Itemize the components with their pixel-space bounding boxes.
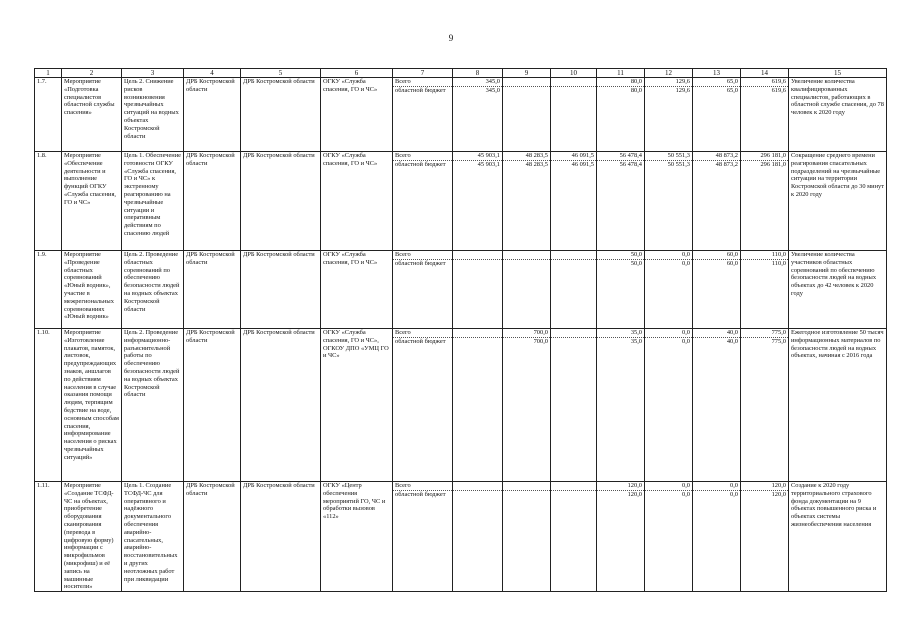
amount-cell-v9 bbox=[503, 152, 551, 251]
amount-regional: 65,0 bbox=[693, 86, 740, 95]
goal-text: Цель 2. Проведение областных соревнований по обеспечению безопасности людей на водных объектах Костромской области bbox=[122, 251, 184, 329]
amount-total bbox=[505, 482, 548, 490]
executor: ДРБ Костромской области bbox=[184, 251, 241, 329]
event-name: Мероприятие «Изготовление плакатов, памяток, листовок, предупреждающих знаков, аншлагов по действиям населения в случае оказания помощи людям, терпящим бедствие на воде, основным способам спасения, информирование населения о рисках чрезвычайных ситуаций» bbox=[62, 329, 122, 482]
amount-cell-v12 bbox=[645, 329, 693, 482]
amount-regional bbox=[453, 259, 502, 268]
amount-total: 48 873,2 bbox=[715, 152, 738, 159]
expected-result: Создание к 2020 году территориального страхового фонда документации на 9 объектах повышенного риска и объектах системы жизнеобеспечения населения bbox=[789, 482, 887, 592]
amount-regional: 296 181,0 bbox=[741, 160, 788, 169]
amount-total: 65,0 bbox=[726, 78, 738, 85]
executor: ДРБ Костромской области bbox=[184, 329, 241, 482]
amount-total: 0,0 bbox=[682, 329, 690, 336]
amount-total: 775,0 bbox=[771, 329, 786, 336]
amount-total: 345,0 bbox=[485, 78, 500, 85]
co-executor: ДРБ Костромской области bbox=[241, 329, 321, 482]
amount-total: 296 181,0 bbox=[760, 152, 786, 159]
amount-cell-v10 bbox=[551, 329, 597, 482]
amount-total: 46 091,5 bbox=[571, 152, 594, 159]
co-executor: ДРБ Костромской области bbox=[241, 78, 321, 152]
funding-regional-label: областной бюджет bbox=[393, 337, 452, 346]
amount-regional bbox=[453, 337, 502, 346]
amount-total: 60,0 bbox=[726, 251, 738, 258]
amount-regional bbox=[551, 490, 596, 499]
amount-regional: 120,0 bbox=[597, 490, 644, 499]
funding-regional-label: областной бюджет bbox=[393, 259, 452, 268]
amount-total: 0,0 bbox=[682, 482, 690, 489]
amount-cell-v9 bbox=[503, 329, 551, 482]
co-executor: ДРБ Костромской области bbox=[241, 152, 321, 251]
amount-cell-v11 bbox=[597, 482, 645, 592]
amount-cell-v10 bbox=[551, 251, 597, 329]
row-number: 1.9. bbox=[35, 251, 62, 329]
amount-regional: 0,0 bbox=[645, 490, 692, 499]
amount-regional: 120,0 bbox=[741, 490, 788, 499]
funding-regional-label: областной бюджет bbox=[393, 160, 452, 169]
funding-total-label: Всего bbox=[395, 152, 411, 159]
row-number: 1.10. bbox=[35, 329, 62, 482]
funding-source bbox=[393, 482, 453, 592]
amount-cell-v10 bbox=[551, 482, 597, 592]
executor: ДРБ Костромской области bbox=[184, 482, 241, 592]
row-number: 1.8. bbox=[35, 152, 62, 251]
funding-total-label: Всего bbox=[395, 251, 411, 258]
column-number: 9 bbox=[503, 69, 551, 78]
amount-regional: 40,0 bbox=[693, 337, 740, 346]
amount-total: 40,0 bbox=[726, 329, 738, 336]
amount-cell-v9 bbox=[503, 482, 551, 592]
expected-result: Увеличение количества участников областных соревнований по обеспечению безопасности людей на водных объектах до 42 человек к 2020 году bbox=[789, 251, 887, 329]
amount-total: 50 551,3 bbox=[667, 152, 690, 159]
amount-cell-v14 bbox=[741, 329, 789, 482]
amount-total bbox=[553, 251, 594, 259]
funding-total-label: Всего bbox=[395, 78, 411, 85]
amount-cell-v13 bbox=[693, 329, 741, 482]
amount-regional: 35,0 bbox=[597, 337, 644, 346]
amount-cell-v14 bbox=[741, 482, 789, 592]
co-executor: ДРБ Костромской области bbox=[241, 482, 321, 592]
amount-cell-v8 bbox=[453, 329, 503, 482]
amount-cell-v11 bbox=[597, 152, 645, 251]
amount-regional: 775,0 bbox=[741, 337, 788, 346]
amount-cell-v12 bbox=[645, 78, 693, 152]
amount-cell-v9 bbox=[503, 78, 551, 152]
amount-total bbox=[553, 329, 594, 337]
executor: ДРБ Костромской области bbox=[184, 152, 241, 251]
amount-regional: 50,0 bbox=[597, 259, 644, 268]
funding-source bbox=[393, 78, 453, 152]
amount-total: 45 903,1 bbox=[477, 152, 500, 159]
amount-cell-v13 bbox=[693, 482, 741, 592]
column-number: 8 bbox=[453, 69, 503, 78]
amount-regional bbox=[551, 259, 596, 268]
expected-result: Увеличение количества квалифицированных специалистов, работающих в областной службе спасения, до 78 человек к 2020 году bbox=[789, 78, 887, 152]
amount-regional: 50 551,3 bbox=[645, 160, 692, 169]
program-table bbox=[34, 68, 887, 592]
amount-cell-v11 bbox=[597, 329, 645, 482]
table-row bbox=[35, 251, 887, 329]
column-number: 5 bbox=[241, 69, 321, 78]
amount-total: 110,0 bbox=[771, 251, 786, 258]
amount-cell-v9 bbox=[503, 251, 551, 329]
amount-cell-v8 bbox=[453, 482, 503, 592]
amount-total bbox=[505, 78, 548, 86]
table-row bbox=[35, 78, 887, 152]
funding-regional-label: областной бюджет bbox=[393, 490, 452, 499]
amount-total: 129,6 bbox=[675, 78, 690, 85]
participant: ОГКУ «Центр обеспечения мероприятий ГО, ЧС и обработки вызовов «112» bbox=[321, 482, 393, 592]
amount-regional: 110,0 bbox=[741, 259, 788, 268]
table-row bbox=[35, 329, 887, 482]
amount-cell-v10 bbox=[551, 78, 597, 152]
amount-total bbox=[455, 482, 500, 490]
amount-cell-v11 bbox=[597, 78, 645, 152]
amount-regional: 0,0 bbox=[645, 337, 692, 346]
column-number: 7 bbox=[393, 69, 453, 78]
funding-regional-label: областной бюджет bbox=[393, 86, 452, 95]
goal-text: Цель 1. Создание ТСФД-ЧС для оперативного и надёжного документального обеспечения аварийно-спасательных, аварийно-восстановительных и других неотложных работ при ликвидации bbox=[122, 482, 184, 592]
amount-regional bbox=[503, 490, 550, 499]
amount-cell-v12 bbox=[645, 152, 693, 251]
amount-regional: 56 478,4 bbox=[597, 160, 644, 169]
amount-total: 120,0 bbox=[627, 482, 642, 489]
participant: ОГКУ «Служба спасения, ГО и ЧС» bbox=[321, 152, 393, 251]
amount-total bbox=[505, 251, 548, 259]
amount-cell-v14 bbox=[741, 152, 789, 251]
amount-regional bbox=[503, 259, 550, 268]
amount-total: 56 478,4 bbox=[619, 152, 642, 159]
amount-regional: 129,6 bbox=[645, 86, 692, 95]
row-number: 1.11. bbox=[35, 482, 62, 592]
amount-cell-v13 bbox=[693, 251, 741, 329]
amount-regional: 700,0 bbox=[503, 337, 550, 346]
amount-regional: 80,0 bbox=[597, 86, 644, 95]
amount-total: 48 283,5 bbox=[525, 152, 548, 159]
amount-cell-v8 bbox=[453, 251, 503, 329]
table-row bbox=[35, 152, 887, 251]
amount-total: 80,0 bbox=[630, 78, 642, 85]
amount-regional: 46 091,5 bbox=[551, 160, 596, 169]
amount-regional bbox=[503, 86, 550, 95]
amount-regional: 0,0 bbox=[693, 490, 740, 499]
amount-cell-v14 bbox=[741, 78, 789, 152]
event-name: Мероприятие «Создание ТСФД-ЧС на объектах, приобретение оборудования сканирования (перевода в цифровую форму) информации с микрофильмов (микрофиш) и её запись на машинные носители» bbox=[62, 482, 122, 592]
page-number: 9 bbox=[448, 33, 454, 43]
amount-cell-v8 bbox=[453, 78, 503, 152]
amount-regional bbox=[551, 86, 596, 95]
amount-regional: 0,0 bbox=[645, 259, 692, 268]
funding-total-label: Всего bbox=[395, 482, 411, 489]
amount-cell-v13 bbox=[693, 152, 741, 251]
co-executor: ДРБ Костромской области bbox=[241, 251, 321, 329]
amount-regional: 60,0 bbox=[693, 259, 740, 268]
amount-cell-v14 bbox=[741, 251, 789, 329]
goal-text: Цель 2. Снижение рисков возникновения чрезвычайных ситуаций на водных объектах Костромской области bbox=[122, 78, 184, 152]
amount-regional: 45 903,1 bbox=[453, 160, 502, 169]
amount-total bbox=[455, 251, 500, 259]
expected-result: Ежегодное изготовление 50 тысяч информационных материалов по безопасности людей на водных объектах, начиная с 2016 года bbox=[789, 329, 887, 482]
amount-total bbox=[455, 329, 500, 337]
amount-regional: 619,6 bbox=[741, 86, 788, 95]
row-number: 1.7. bbox=[35, 78, 62, 152]
funding-source bbox=[393, 251, 453, 329]
participant: ОГКУ «Служба спасения, ГО и ЧС» bbox=[321, 78, 393, 152]
amount-cell-v13 bbox=[693, 78, 741, 152]
amount-cell-v10 bbox=[551, 152, 597, 251]
amount-cell-v11 bbox=[597, 251, 645, 329]
amount-total bbox=[553, 78, 594, 86]
amount-total: 0,0 bbox=[682, 251, 690, 258]
amount-total bbox=[553, 482, 594, 490]
amount-total: 50,0 bbox=[630, 251, 642, 258]
amount-regional: 48 873,2 bbox=[693, 160, 740, 169]
executor: ДРБ Костромской области bbox=[184, 78, 241, 152]
amount-total: 619,6 bbox=[771, 78, 786, 85]
expected-result: Сокращение среднего времени реагирования спасательных подразделений на чрезвычайные ситуации на территории Костромской области до 30 минут к 2020 году bbox=[789, 152, 887, 251]
participant: ОГКУ «Служба спасения, ГО и ЧС», ОГКОУ ДПО «УМЦ ГО и ЧС» bbox=[321, 329, 393, 482]
funding-source bbox=[393, 152, 453, 251]
goal-text: Цель 1. Обеспечение готовности ОГКУ «Служба спасения, ГО и ЧС» к экстренному реагированию на чрезвычайные ситуации и оперативным действиям по спасению людей bbox=[122, 152, 184, 251]
event-name: Мероприятие «Подготовка специалистов областной службы спасения» bbox=[62, 78, 122, 152]
event-name: Мероприятие «Обеспечение деятельности и выполнение функций ОГКУ «Служба спасения, ГО и ЧС» bbox=[62, 152, 122, 251]
column-number: 11 bbox=[597, 69, 645, 78]
amount-regional bbox=[453, 490, 502, 499]
column-number: 15 bbox=[789, 69, 887, 78]
amount-cell-v8 bbox=[453, 152, 503, 251]
column-number: 1 bbox=[35, 69, 62, 78]
amount-regional bbox=[551, 337, 596, 346]
column-number: 14 bbox=[741, 69, 789, 78]
column-number: 3 bbox=[122, 69, 184, 78]
amount-total: 700,0 bbox=[533, 329, 548, 336]
amount-cell-v12 bbox=[645, 482, 693, 592]
amount-cell-v12 bbox=[645, 251, 693, 329]
amount-regional: 48 283,5 bbox=[503, 160, 550, 169]
column-number: 13 bbox=[693, 69, 741, 78]
funding-total-label: Всего bbox=[395, 329, 411, 336]
funding-source bbox=[393, 329, 453, 482]
event-name: Мероприятие «Проведение областных соревнований «Юный водник», участие в межрегиональных соревнованиях «Юный водник» bbox=[62, 251, 122, 329]
column-number: 4 bbox=[184, 69, 241, 78]
amount-total: 0,0 bbox=[730, 482, 738, 489]
participant: ОГКУ «Служба спасения, ГО и ЧС» bbox=[321, 251, 393, 329]
table-row bbox=[35, 482, 887, 592]
column-number-row bbox=[35, 69, 887, 78]
column-number: 6 bbox=[321, 69, 393, 78]
column-number: 10 bbox=[551, 69, 597, 78]
column-number: 12 bbox=[645, 69, 693, 78]
amount-total: 35,0 bbox=[630, 329, 642, 336]
column-number: 2 bbox=[62, 69, 122, 78]
amount-regional: 345,0 bbox=[453, 86, 502, 95]
amount-total: 120,0 bbox=[771, 482, 786, 489]
goal-text: Цель 2. Проведение информационно-разъяснительной работы по обеспечению безопасности людей на водных объектах Костромской области bbox=[122, 329, 184, 482]
